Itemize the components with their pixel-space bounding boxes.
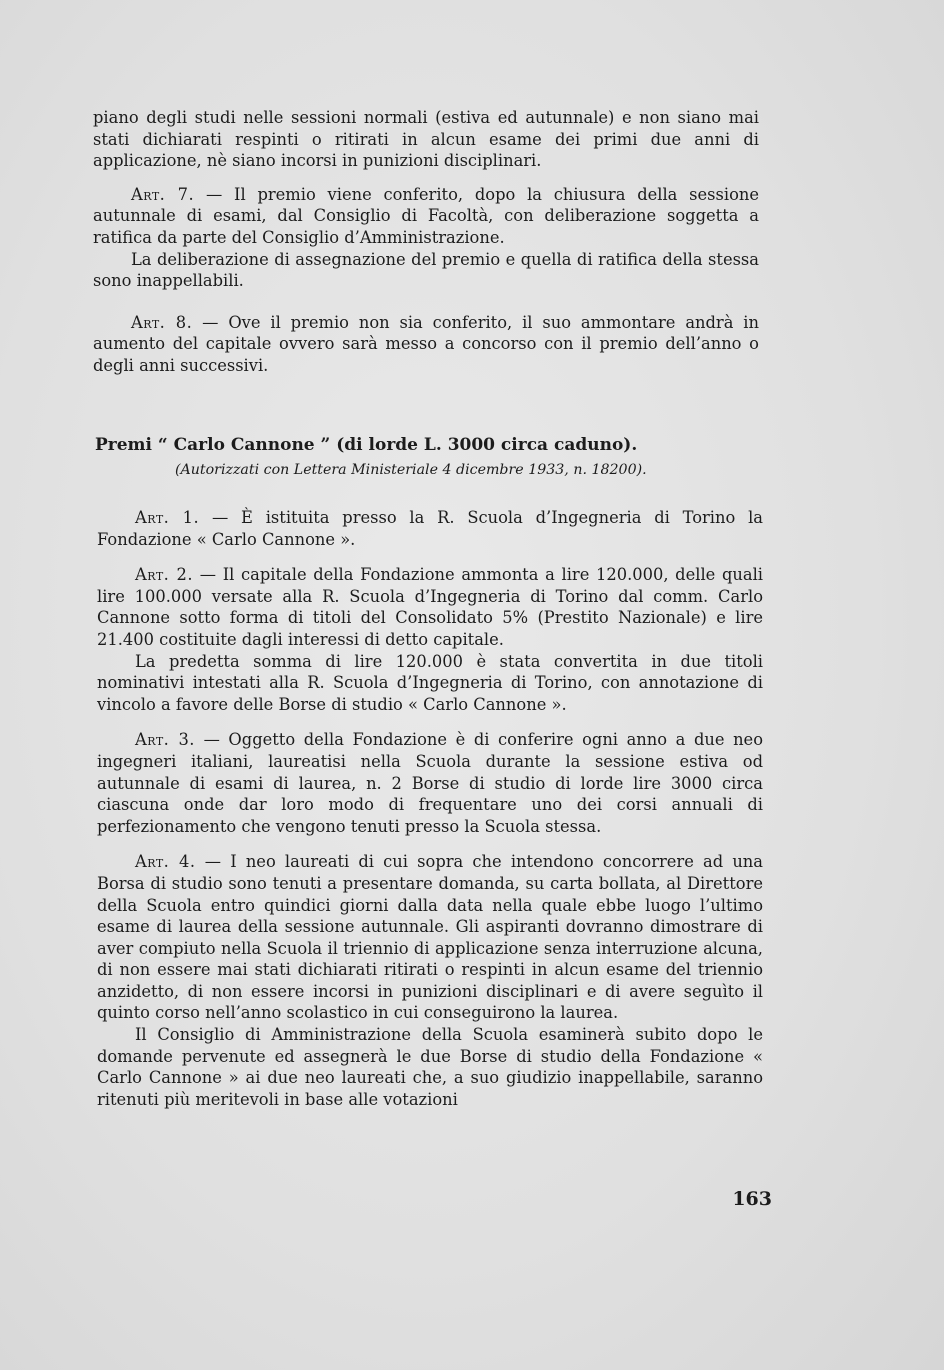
articles-section: [97, 507, 763, 1110]
article-2-text: — Il capitale della Fondazione ammonta a lire 120.000, delle quali lire 100.000 versate alla R. Scuola d’Ingegneria di Torino dal comm. Carlo Cannone sotto forma di titoli del Consolidato 5% (Prestito Nazionale) e lire 21.400 costituite dagli interessi di detto capitale.: [97, 565, 763, 649]
article-4-text: — I neo laureati di cui sopra che intendono concorrere ad una Borsa di studio sono tenuti a presentare domanda, su carta bollata, al Direttore della Scuola entro quindici giorni dalla data nella quale ebbe luogo l’ultimo esame di laurea della sessione autunnale. Gli aspiranti dovranno dimostrare di aver compiuto nella Scuola il triennio di applicazione senza interruzione alcuna, di non essere mai stati dichiarati ritirati o respinti in alcun esame del triennio anzidetto, di non essere incorsi in punizioni disciplinari e di avere seguìto il quinto corso nell’anno scolastico in cui conseguirono la laurea.: [97, 852, 763, 1023]
article-3-paragraph: [97, 729, 763, 837]
article-2-second-paragraph: La predetta somma di lire 120.000 è stata convertita in due titoli nominativi intestati alla R. Scuola d’Ingegneria di Torino, con annotazione di vincolo a favore delle Borse di studio « Carlo Cannone ».: [97, 651, 763, 714]
article-2-tag: Art. 2.: [135, 565, 194, 585]
article-3-tag: Art. 3.: [135, 730, 195, 750]
page-number: 163: [732, 1188, 772, 1210]
section-header: [95, 434, 735, 480]
article-1-paragraph: [97, 507, 763, 550]
article-7-paragraph: [93, 184, 759, 249]
article-8-tag: Art. 8.: [131, 312, 193, 332]
article-4-second-paragraph: Il Consiglio di Amministrazione della Scuola esaminerà subito dopo le domande pervenute ed assegnerà le due Borse di studio della Fondazione « Carlo Cannone » ai due neo laureati che, a suo giudizio inappellabile, saranno ritenuti più meritevoli in base alle votazioni: [97, 1025, 763, 1109]
section-subtitle: (Autorizzati con Lettera Ministeriale 4 dicembre 1933, n. 18200).: [175, 462, 647, 478]
article-7-tag: Art. 7.: [131, 184, 195, 204]
article-1-text: — È istituita presso la R. Scuola d’Ingegneria di Torino la Fondazione « Carlo Cannone ».: [97, 508, 763, 549]
article-3-text: — Oggetto della Fondazione è di conferire ogni anno a due neo ingegneri italiani, laureatisi nella Scuola durante la sessione estiva od autunnale di esami di laurea, n. 2 Borse di studio di lorde lire 3000 circa ciascuna onde dar loro modo di frequentare uno dei corsi annuali di perfezionamento che vengono tenuti presso la Scuola stessa.: [97, 730, 763, 836]
article-8-text: — Ove il premio non sia conferito, il suo ammontare andrà in aumento del capitale ovvero sarà messo a concorso con il premio dell’anno o degli anni successivi.: [93, 312, 759, 375]
continuation-paragraph: piano degli studi nelle sessioni normali (estiva ed autunnale) e non siano mai stati dichiarati respinti o ritirati in alcun esame dei primi due anni di applicazione, nè siano incorsi in punizioni disciplinari.: [93, 108, 759, 171]
section-title: Premi “ Carlo Cannone ” (di lorde L. 3000 circa caduno).: [95, 435, 638, 455]
article-1-tag: Art. 1.: [135, 508, 200, 527]
article-7-second-paragraph: La deliberazione di assegnazione del premio e quella di ratifica della stessa sono inappellabili.: [93, 249, 759, 291]
article-8-paragraph: [93, 312, 759, 377]
top-section: [93, 107, 759, 377]
article-7-text: — Il premio viene conferito, dopo la chiusura della sessione autunnale di esami, dal Consiglio di Facoltà, con deliberazione soggetta a ratifica da parte del Consiglio d’Amministrazione.: [93, 184, 759, 247]
article-4-paragraph: [97, 851, 763, 1024]
article-2-paragraph: [97, 564, 763, 650]
article-4-tag: Art. 4.: [135, 852, 196, 872]
